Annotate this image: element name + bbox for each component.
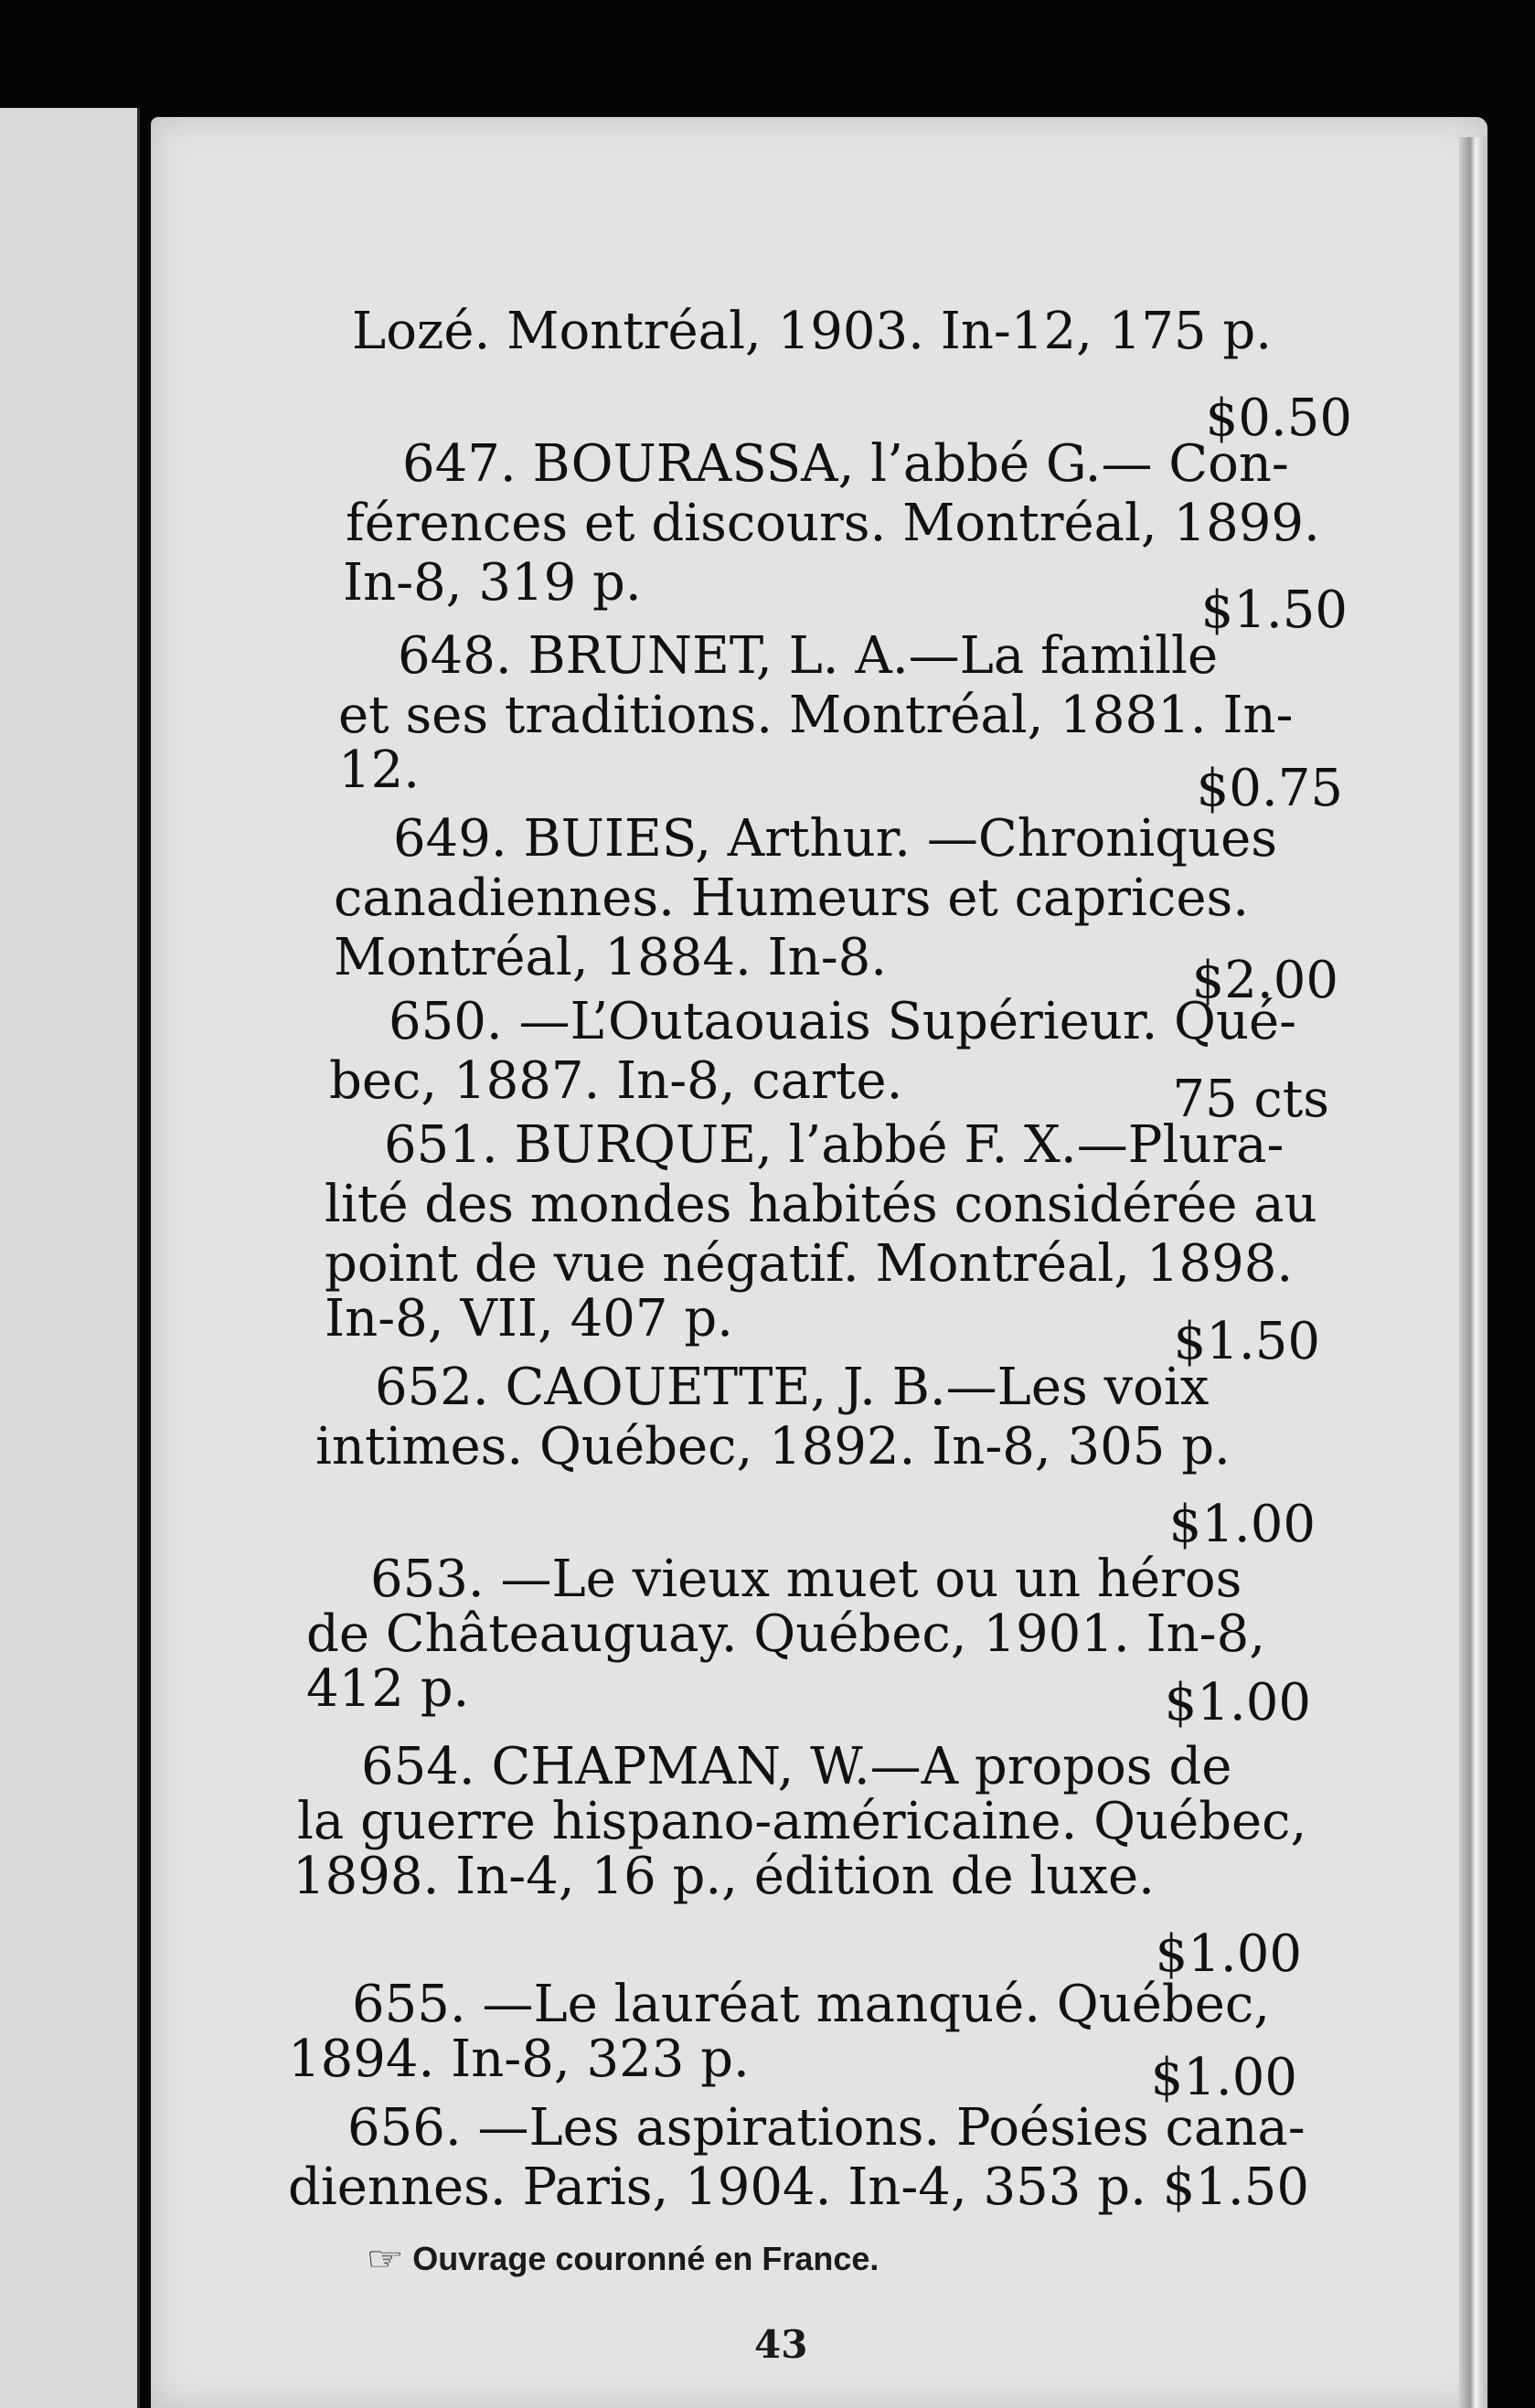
text-line: de Châteauguay. Québec, 1901. In-8, (306, 1604, 1266, 1664)
text-line: In-8, 319 p. (343, 553, 642, 613)
price: $0.50 (1205, 389, 1352, 448)
price: $1.00 (1155, 1924, 1302, 1984)
entry-line: 656. —Les aspirations. Poésies cana- (347, 2098, 1306, 2158)
price: $1.50 (1173, 1312, 1320, 1371)
price: $1.00 (1168, 1495, 1316, 1554)
text-line: In-8, VII, 407 p. (325, 1289, 733, 1348)
price: $2.00 (1191, 951, 1338, 1010)
text-line: 412 p. (306, 1659, 470, 1719)
price: $1.00 (1164, 1673, 1311, 1732)
text-line: point de vue négatif. Montréal, 1898. (325, 1234, 1294, 1294)
text-line: canadiennes. Humeurs et caprices. (334, 868, 1249, 928)
text-line: lité des mondes habités considérée au (325, 1175, 1317, 1234)
price: $1.50 (1200, 581, 1348, 640)
footnote-text: Ouvrage couronné en France. (412, 2240, 879, 2277)
page-number: 43 (754, 2322, 808, 2367)
entry-line: 655. —Le lauréat manqué. Québec, (352, 1975, 1271, 2034)
entry-line: 648. BRUNET, L. A.—La famille (398, 626, 1219, 686)
footnote (366, 2240, 879, 2278)
text-line: Montréal, 1884. In-8. (334, 928, 888, 987)
entry-line: 647. BOURASSA, l’abbé G.— Con- (402, 434, 1289, 494)
text-line: diennes. Paris, 1904. In-4, 353 p. $1.50 (288, 2158, 1309, 2217)
pointing-hand-icon: ☞ (366, 2241, 405, 2278)
text-line: bec, 1887. In-8, carte. (329, 1051, 903, 1111)
text-line: la guerre hispano-américaine. Québec, (297, 1792, 1307, 1851)
text-line: 1898. In-4, 16 p., édition de luxe. (293, 1847, 1155, 1906)
text-line: 12. (338, 741, 421, 800)
entry-line: 650. —L’Outaouais Supérieur. Qué- (389, 992, 1297, 1051)
entry-line: 649. BUIES, Arthur. —Chroniques (393, 809, 1278, 868)
price: $1.00 (1150, 2048, 1297, 2107)
entry-line: 653. —Le vieux muet ou un héros (370, 1550, 1242, 1609)
text-line: intimes. Québec, 1892. In-8, 305 p. (315, 1417, 1231, 1476)
text-line: et ses traditions. Montréal, 1881. In- (338, 686, 1294, 745)
price: 75 cts (1172, 1070, 1329, 1129)
text-line: férences et discours. Montréal, 1899. (346, 494, 1320, 553)
text-line: 1894. In-8, 323 p. (288, 2030, 750, 2089)
entry-line: 651. BURQUE, l’abbé F. X.—Plura- (384, 1115, 1284, 1175)
entry-line: 654. CHAPMAN, W.—A propos de (361, 1737, 1232, 1796)
entry-line: 652. CAOUETTE, J. B.—Les voix (375, 1358, 1210, 1417)
price: $0.75 (1196, 759, 1343, 818)
text-line: Lozé. Montréal, 1903. In-12, 175 p. (352, 302, 1273, 361)
